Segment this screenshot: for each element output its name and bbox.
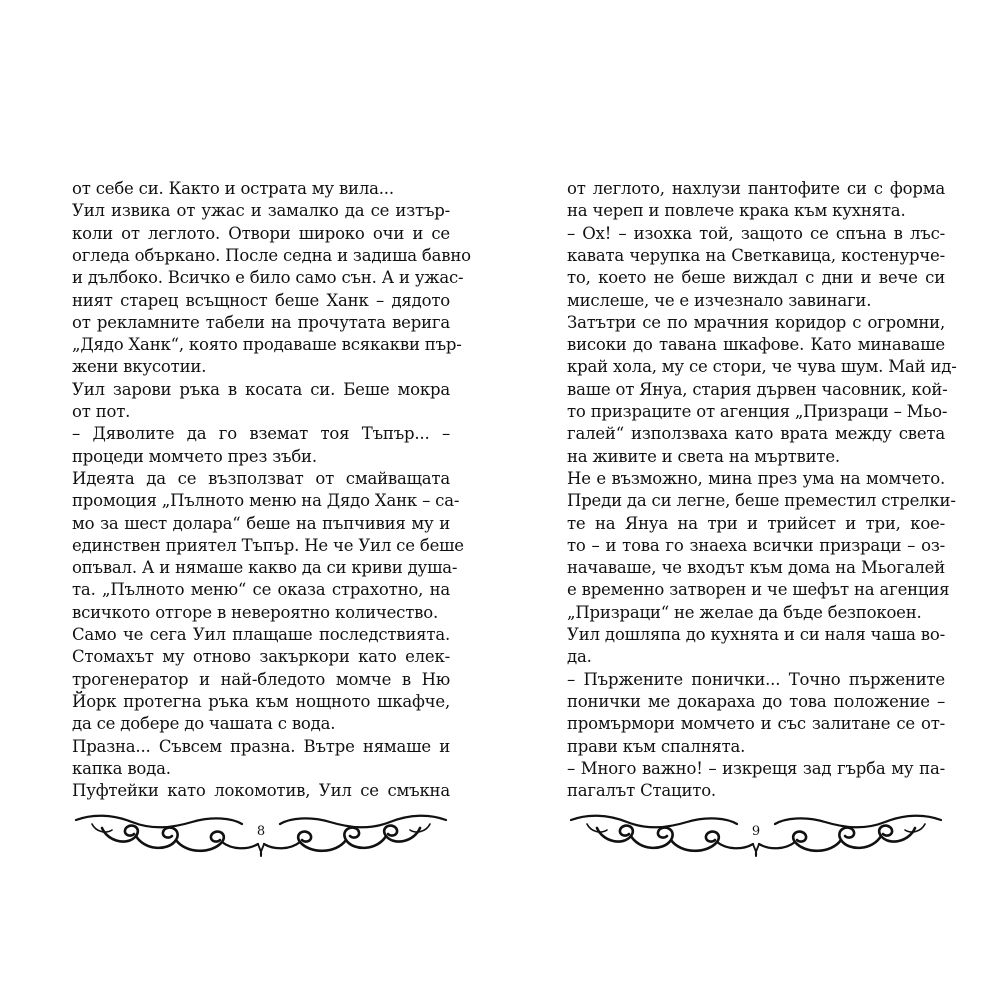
text-line: – Дяволите да го вземат тоя Тъпър... – <box>72 424 450 444</box>
text-line: от пот. <box>72 402 131 421</box>
right-page-footer-ornament <box>567 810 945 862</box>
text-line: Уил зарови ръка в косата си. Беше мокра <box>72 379 450 399</box>
right-page-text <box>567 178 957 808</box>
text-line: високи до тавана шкафове. Като минаваше <box>567 335 945 355</box>
text-line: – Много важно! – изкрещя зад гърба му па- <box>567 758 945 778</box>
text-line: прави към спалнята. <box>567 736 746 756</box>
text-line: промоция „Пълното меню на Дядо Ханк – са- <box>72 491 460 511</box>
left-page-footer-ornament <box>72 810 450 862</box>
text-line: Преди да си легне, беше преместил стрелки- <box>567 491 956 511</box>
text-line: огледа объркано. После седна и задиша бавно <box>72 245 471 265</box>
text-line: – Пържените понички... Точно пържените <box>567 669 945 689</box>
text-line: мо за шест долара“ беше на пъпчивия му и <box>72 513 450 533</box>
left-page-text <box>72 178 471 808</box>
text-line: – Ох! – изохка той, защото се спъна в лъс- <box>567 223 945 243</box>
text-line: всичкото отгоре в невероятно количество. <box>72 602 438 622</box>
text-line: Само че сега Уил плащаше последствията. <box>72 625 450 644</box>
text-line: да. <box>567 647 592 667</box>
text-line: то – и това го знаеха всички призраци – оз- <box>567 535 945 555</box>
text-line: край хола, му се стори, че чува шум. Май ид- <box>567 357 957 377</box>
text-line: и дълбоко. Всичко е било само сън. А и ужас- <box>72 268 464 288</box>
text-line: Уил извика от ужас и замалко да се изтър- <box>72 201 450 221</box>
text-line: на живите и света на мъртвите. <box>567 446 840 466</box>
text-line: начаваше, че входът към дома на Мьогалей <box>567 558 945 578</box>
page-number: 8 <box>256 824 266 839</box>
text-line: Уил дошляпа до кухнята и си наля чаша во- <box>567 625 945 644</box>
text-line: капка вода. <box>72 758 171 778</box>
text-line: Стомахът му отново закъркори като елек- <box>72 647 450 667</box>
text-line: та. „Пълното меню“ се оказа страхотно, на <box>72 580 450 600</box>
text-line: те на Януа на три и трийсет и три, кое- <box>567 513 945 533</box>
text-line: пагалът Стацито. <box>567 781 716 801</box>
text-line: то призраците от агенция „Призраци – Мьо- <box>567 402 948 421</box>
text-line: Йорк протегна ръка към нощното шкафче, <box>72 691 450 711</box>
text-line: от рекламните табели на прочутата верига <box>72 312 450 332</box>
text-line: промърмори момчето и със залитане се от- <box>567 714 945 734</box>
text-line: то, което не беше виждал с дни и вече си <box>567 268 945 288</box>
text-line: Пуфтейки като локомотив, Уил се смъкна <box>72 781 450 801</box>
text-line: понички ме докараха до това положение – <box>567 691 945 711</box>
text-line: от себе си. Както и острата му вила... <box>72 179 394 198</box>
text-line: на череп и повлече крака към кухнята. <box>567 201 906 221</box>
text-line: кавата черупка на Светкавица, костенурче- <box>567 245 945 265</box>
text-line: коли от леглото. Отвори широко очи и се <box>72 223 450 243</box>
text-line: ният старец всъщност беше Ханк – дядото <box>72 290 450 310</box>
left-page <box>72 178 471 839</box>
text-line: е временно затворен и че шефът на агенция <box>567 580 950 600</box>
text-line: опъвал. А и нямаше какво да си криви душа- <box>72 558 458 578</box>
text-line: „Призраци“ не желае да бъде безпокоен. <box>567 602 922 622</box>
text-line: Празна... Съвсем празна. Вътре нямаше и <box>72 736 450 756</box>
right-page <box>567 178 957 839</box>
text-line: от леглото, нахлузи пантофите си с форма <box>567 179 945 198</box>
text-line: единствен приятел Тъпър. Не че Уил се беше <box>72 535 464 555</box>
text-line: мислеше, че е изчезнало завинаги. <box>567 290 872 310</box>
text-line: Не е възможно, мина през ума на момчето. <box>567 468 945 488</box>
page-number: 9 <box>751 824 761 839</box>
text-line: процеди момчето през зъби. <box>72 446 317 466</box>
text-line: „Дядо Ханк“, която продаваше всякакви пър- <box>72 335 462 355</box>
text-line: ваше от Януа, стария дървен часовник, кой- <box>567 379 948 399</box>
text-line: Идеята да се възползват от смайващата <box>72 468 450 488</box>
text-line: галей“ използваха като врата между света <box>567 424 945 444</box>
text-line: да се добере до чашата с вода. <box>72 714 336 734</box>
text-line: трогенератор и най-бледото момче в Ню <box>72 669 450 689</box>
text-line: жени вкусотии. <box>72 357 207 377</box>
text-line: Затътри се по мрачния коридор с огромни, <box>567 312 945 332</box>
